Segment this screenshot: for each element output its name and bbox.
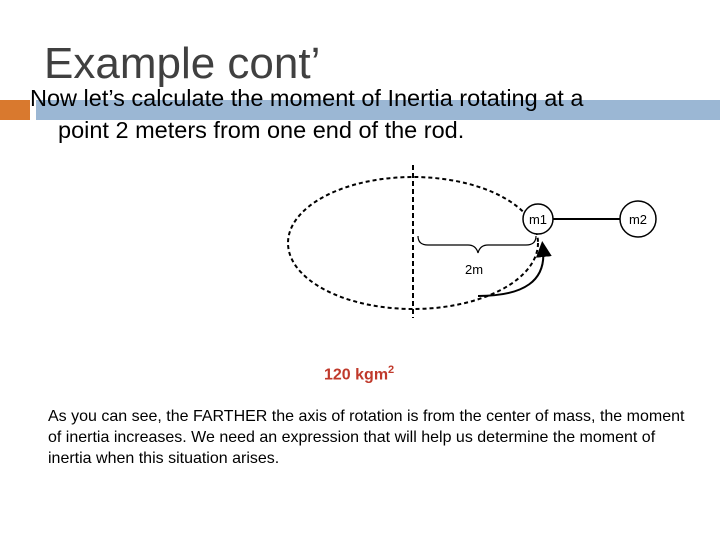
moment-of-inertia-result: [324, 364, 394, 384]
rotation-direction-arrow: [478, 249, 543, 296]
explanation-text: As you can see, the FARTHER the axis of rotation is from the center of mass, the moment of inertia increases. We need an expression that will help us determine the moment of inertia when this situation arises.: [48, 408, 685, 467]
subtitle-line-2: point 2 meters from one end of the rod.: [58, 117, 465, 143]
result-value: 120 kgm: [324, 366, 389, 384]
distance-label: 2m: [464, 262, 484, 277]
mass1-label: m1: [528, 212, 548, 227]
subtitle-line-1: Now let’s calculate the moment of Inertia rotating at a: [30, 85, 584, 111]
mass2-label: m2: [628, 212, 648, 227]
distance-brace: [418, 236, 536, 253]
result-exponent: 2: [388, 364, 395, 376]
slide-title: Example cont’: [44, 39, 321, 88]
